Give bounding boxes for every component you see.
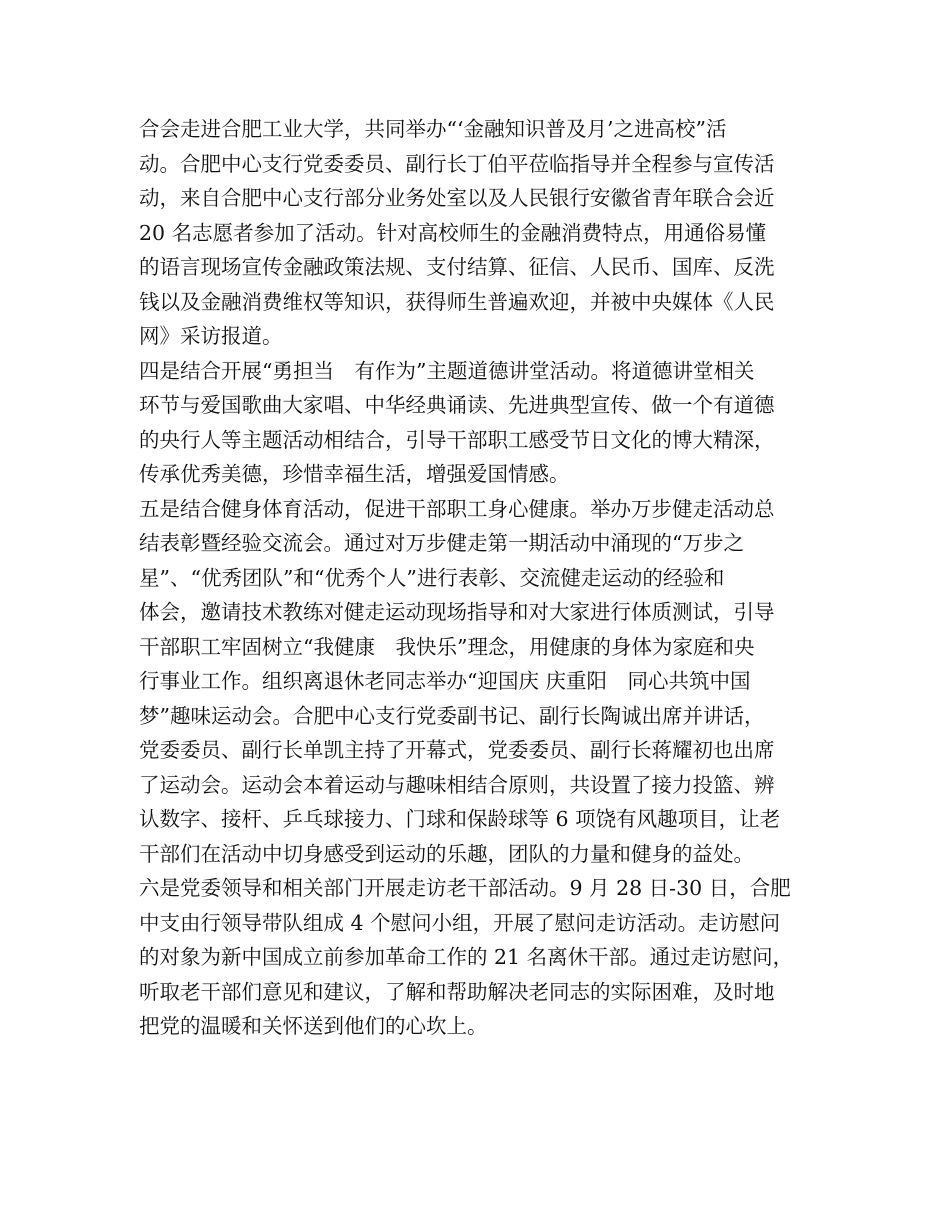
text-line: 六是党委领导和相关部门开展走访老干部活动。9 月 28 日-30 日，合肥 — [139, 876, 791, 900]
text-line: 动。合肥中心支行党委委员、副行长丁伯平莅临指导并全程参与宣传活 — [139, 151, 775, 176]
text-line: 环节与爱国歌曲大家唱、中华经典诵读、先进典型宣传、做一个有道德 — [139, 393, 775, 417]
text-line: 听取老干部们意见和建议，了解和帮助解决老同志的实际困难，及时地 — [139, 979, 775, 1004]
text-line: 网》采访报道。 — [139, 324, 283, 348]
text-line: 了运动会。运动会本着运动与趣味相结合原则，共设置了接力投篮、辨 — [139, 772, 775, 797]
text-line: 的语言现场宣传金融政策法规、支付结算、征信、人民币、国库、反洗 — [139, 255, 775, 279]
text-line: 中支由行领导带队组成 4 个慰问小组，开展了慰问走访活动。走访慰问 — [139, 910, 781, 935]
text-line: 的央行人等主题活动相结合，引导干部职工感受节日文化的博大精深， — [139, 427, 775, 452]
body-text — [139, 112, 819, 1044]
text-line: 干部职工牢固树立“我健康 我快乐”理念，用健康的身体为家庭和央 — [139, 634, 755, 659]
text-line: 党委委员、副行长单凯主持了开幕式，党委委员、副行长蒋耀初也出席 — [139, 738, 775, 762]
text-line: 传承优秀美德，珍惜幸福生活，增强爱国情感。 — [139, 462, 570, 486]
text-line: 行事业工作。组织离退休老同志举办“迎国庆 庆重阳 同心共筑中国 — [139, 669, 751, 693]
text-line: 五是结合健身体育活动，促进干部职工身心健康。举办万步健走活动总 — [139, 496, 775, 521]
text-line: 四是结合开展“勇担当 有作为”主题道德讲堂活动。将道德讲堂相关 — [139, 358, 755, 383]
text-line: 动，来自合肥中心支行部分业务处室以及人民银行安徽省青年联合会近 — [139, 186, 775, 210]
text-line: 结表彰暨经验交流会。通过对万步健走第一期活动中涌现的“万步之 — [139, 531, 744, 555]
text-line: 体会，邀请技术教练对健走运动现场指导和对大家进行体质测试，引导 — [139, 600, 775, 624]
text-line: 干部们在活动中切身感受到运动的乐趣，团队的力量和健身的益处。 — [139, 841, 754, 866]
text-line: 的对象为新中国成立前参加革命工作的 21 名离休干部。通过走访慰问， — [139, 945, 794, 969]
text-line: 20 名志愿者参加了活动。针对高校师生的金融消费特点，用通俗易懂 — [139, 220, 767, 245]
text-line: 把党的温暖和关怀送到他们的心坎上。 — [139, 1014, 488, 1038]
text-line: 合会走进合肥工业大学，共同举办“‘金融知识普及月’之进高校”活 — [139, 117, 727, 141]
text-line: 钱以及金融消费维权等知识，获得师生普遍欢迎，并被中央媒体《人民 — [139, 289, 775, 314]
text-line: 星”、“优秀团队”和“优秀个人”进行表彰、交流健走运动的经验和 — [139, 565, 725, 590]
text-line: 梦”趣味运动会。合肥中心支行党委副书记、副行长陶诚出席并讲话， — [139, 703, 765, 728]
text-line: 认数字、接杆、乒乓球接力、门球和保龄球等 6 项饶有风趣项目，让老 — [139, 807, 781, 831]
